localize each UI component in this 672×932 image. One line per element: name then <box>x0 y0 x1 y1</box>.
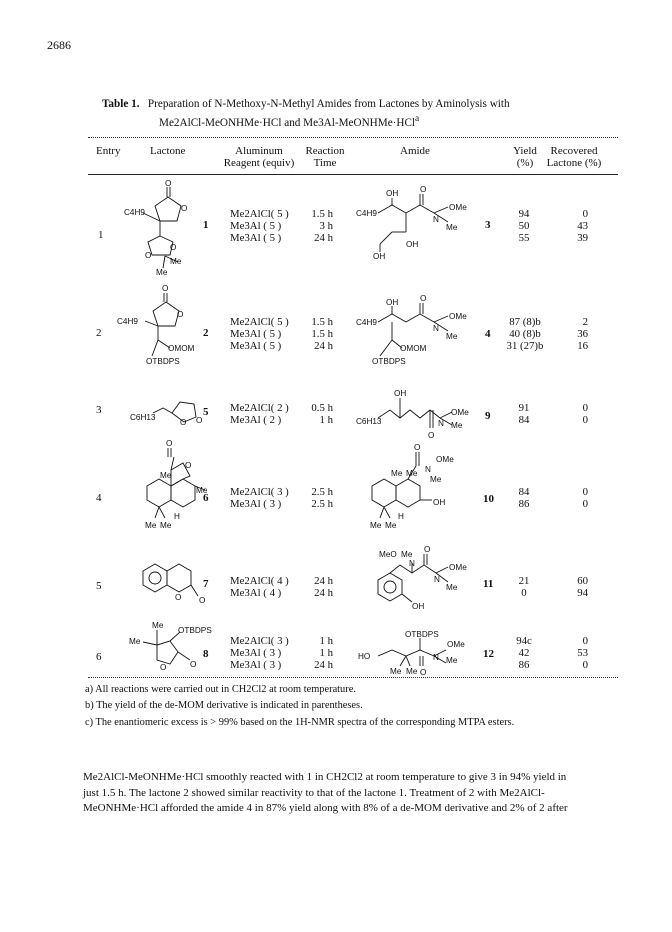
lactone-number: 6 <box>203 492 209 504</box>
recovered-value: 0 <box>582 402 588 414</box>
hexyl-label: C6H13 <box>356 417 382 426</box>
methoxy-label: OMe <box>449 563 467 572</box>
omom-label: OMOM <box>400 344 427 353</box>
yield-value: 86 <box>518 659 530 671</box>
methyl-label: Me <box>156 268 168 277</box>
entry-number: 1 <box>98 229 104 241</box>
oxygen-label: O <box>424 545 431 554</box>
amide-number: 11 <box>483 578 494 590</box>
amide-number: 9 <box>485 410 491 422</box>
recovered-value: 39 <box>577 232 588 244</box>
lactone-1-structure <box>124 179 187 277</box>
hydroxyl-label: OH <box>394 389 407 398</box>
lactone-number: 2 <box>203 327 209 339</box>
recovered-value: 2 <box>582 316 588 328</box>
methyl-label: Me <box>446 332 458 341</box>
lactone-5-structure <box>130 402 202 427</box>
methyl-label: Me <box>390 667 402 676</box>
reagent: Me3Al ( 5 ) <box>230 328 282 340</box>
hydroxyl-label: OH <box>412 602 425 611</box>
lactone-number: 8 <box>203 648 209 660</box>
butyl-label: C4H9 <box>356 209 377 218</box>
amide-12-structure <box>358 630 465 677</box>
reaction-time: 2.5 h <box>311 486 333 498</box>
methyl-label: Me <box>385 521 397 530</box>
amide-number: 10 <box>483 493 494 505</box>
butyl-label: C4H9 <box>124 208 145 217</box>
amide-3-structure <box>356 185 467 261</box>
recovered-value: 0 <box>582 414 588 426</box>
entry-number: 6 <box>96 651 102 663</box>
reagent: Me2AlCl( 4 ) <box>230 575 289 587</box>
methyl-label: Me <box>406 469 418 478</box>
entry-number: 2 <box>96 327 102 339</box>
methyl-label: Me <box>170 257 182 266</box>
caption-line-2: Me2AlCl-MeONHMe·HCl and Me3Al-MeONHMe·HCl <box>159 116 416 129</box>
butyl-label: C4H9 <box>356 318 377 327</box>
lactone-6-structure <box>145 439 208 530</box>
methyl-label: Me <box>145 521 157 530</box>
methyl-label: Me <box>430 475 442 484</box>
body-line: just 1.5 h. The lactone 2 showed similar reactivity to that of the lactone 1. Treatment of 2 with Me2AlCl- <box>83 786 545 799</box>
methoxy-label: OMe <box>449 312 467 321</box>
hydroxyl-label: OH <box>386 189 399 198</box>
header-yield-1: Yield <box>513 145 537 157</box>
hydrogen-label: H <box>398 512 404 521</box>
otbdps-label: OTBDPS <box>405 630 439 639</box>
oxygen-label: O <box>190 660 197 669</box>
amide-number: 12 <box>483 648 494 660</box>
yield-value: 31 (27)b <box>506 340 544 352</box>
reagent: Me3Al ( 2 ) <box>230 414 282 426</box>
hydroxyl-label: HO <box>358 652 371 661</box>
recovered-value: 36 <box>577 328 588 340</box>
header-amide: Amide <box>400 145 430 157</box>
reagent: Me2AlCl( 3 ) <box>230 486 289 498</box>
reaction-time: 2.5 h <box>311 498 333 510</box>
amide-9-structure <box>356 389 469 440</box>
hexyl-label: C6H13 <box>130 413 156 422</box>
methyl-label: Me <box>152 621 164 630</box>
methyl-label: Me <box>406 667 418 676</box>
lactone-7-structure <box>143 564 205 605</box>
reaction-time: 1.5 h <box>311 316 333 328</box>
nitrogen-label: N <box>433 215 439 224</box>
methoxy-label: OMe <box>436 455 454 464</box>
page-number: 2686 <box>47 38 71 52</box>
footnote-a: a) All reactions were carried out in CH2Cl2 at room temperature. <box>85 684 356 695</box>
nitrogen-label: N <box>409 559 415 568</box>
amide-11-structure <box>378 545 467 611</box>
methyl-label: Me <box>446 656 458 665</box>
yield-value: 86 <box>518 498 530 510</box>
oxygen-label: O <box>428 431 435 440</box>
lactone-number: 7 <box>203 578 209 590</box>
yield-value: 55 <box>518 232 530 244</box>
nitrogen-label: N <box>434 575 440 584</box>
entry-number: 4 <box>96 492 102 504</box>
oxygen-label: O <box>175 593 182 602</box>
recovered-value: 16 <box>577 340 588 352</box>
reaction-time: 3 h <box>319 220 333 232</box>
recovered-value: 0 <box>582 635 588 647</box>
hydroxyl-label: OH <box>373 252 386 261</box>
reagent: Me3Al ( 5 ) <box>230 340 282 352</box>
oxygen-label: O <box>196 416 203 425</box>
lactone-2-structure <box>117 284 195 366</box>
omom-label: OMOM <box>168 344 195 353</box>
butyl-label: C4H9 <box>117 317 138 326</box>
reaction-time: 1.5 h <box>311 208 333 220</box>
amide-4-structure <box>356 294 467 366</box>
oxygen-label: O <box>170 243 177 252</box>
nitrogen-label: N <box>438 419 444 428</box>
oxygen-label: O <box>145 251 152 260</box>
recovered-value: 0 <box>582 498 588 510</box>
amide-number: 4 <box>485 328 491 340</box>
body-line: MeONHMe·HCl afforded the amide 4 in 87% yield along with 8% of a de-MOM derivative and 2% of 2 after <box>83 802 568 814</box>
footnote-c: c) The enantiomeric excess is > 99% based on the 1H-NMR spectra of the corresponding MTPA esters. <box>85 717 515 728</box>
reagent: Me2AlCl( 5 ) <box>230 208 289 220</box>
body-line: Me2AlCl-MeONHMe·HCl smoothly reacted with 1 in CH2Cl2 at room temperature to give 3 in 94% yield in <box>83 771 567 783</box>
reagent: Me2AlCl( 2 ) <box>230 402 289 414</box>
methyl-label: Me <box>446 223 458 232</box>
yield-value: 87 (8)b <box>509 316 541 328</box>
methyl-label: Me <box>451 421 463 430</box>
amide-10-structure <box>370 443 454 530</box>
header-reaction-2: Time <box>313 157 337 169</box>
reagent: Me3Al ( 3 ) <box>230 498 282 510</box>
header-recovered-1: Recovered <box>550 145 598 157</box>
reagent: Me3Al ( 3 ) <box>230 659 282 671</box>
oxygen-label: O <box>162 284 169 293</box>
recovered-value: 0 <box>582 659 588 671</box>
hydroxyl-label: OH <box>386 298 399 307</box>
yield-value: 50 <box>518 220 530 232</box>
reaction-time: 0.5 h <box>311 402 333 414</box>
oxygen-label: O <box>420 668 427 677</box>
lactone-8-structure <box>129 621 212 672</box>
lactone-number: 1 <box>203 219 209 231</box>
oxygen-label: O <box>180 418 187 427</box>
oxygen-label: O <box>420 294 427 303</box>
oxygen-label: O <box>160 663 167 672</box>
header-lactone: Lactone <box>150 145 186 157</box>
entry-number: 3 <box>96 404 102 416</box>
body-paragraph <box>83 770 603 817</box>
reaction-time: 24 h <box>314 587 333 599</box>
methoxy-label: OMe <box>449 203 467 212</box>
reagent: Me2AlCl( 3 ) <box>230 635 289 647</box>
header-yield-2: (%) <box>516 157 534 169</box>
reaction-time: 24 h <box>314 659 333 671</box>
oxygen-label: O <box>414 443 421 452</box>
nitrogen-label: N <box>425 465 431 474</box>
yield-value: 84 <box>518 414 530 426</box>
yield-value: 40 (8)b <box>509 328 541 340</box>
header-recovered-2: Lactone (%) <box>546 157 602 169</box>
reaction-time: 24 h <box>314 340 333 352</box>
amide-number: 3 <box>485 219 491 231</box>
reagent: Me3Al ( 5 ) <box>230 220 282 232</box>
entry-number: 5 <box>96 580 102 592</box>
hydroxyl-label: OH <box>433 498 446 507</box>
methyl-label: Me <box>196 486 208 495</box>
yield-value: 91 <box>518 402 530 414</box>
methyl-label: Me <box>391 469 403 478</box>
oxygen-label: O <box>185 461 192 470</box>
methoxy-label: MeO <box>379 550 397 559</box>
recovered-value: 43 <box>577 220 588 232</box>
oxygen-label: O <box>420 185 427 194</box>
oxygen-label: O <box>165 179 172 188</box>
yield-value: 94c <box>516 635 532 647</box>
yield-value: 42 <box>518 647 530 659</box>
otbdps-label: OTBDPS <box>146 357 180 366</box>
methyl-label: Me <box>370 521 382 530</box>
yield-value: 84 <box>518 486 530 498</box>
recovered-value: 53 <box>577 647 588 659</box>
recovered-value: 94 <box>577 587 588 599</box>
yield-value: 94 <box>518 208 530 220</box>
oxygen-label: O <box>166 439 173 448</box>
reaction-time: 1.5 h <box>311 328 333 340</box>
reaction-time: 1 h <box>319 647 333 659</box>
reaction-time: 1 h <box>319 635 333 647</box>
oxygen-label: O <box>181 204 188 213</box>
header-aluminum-1: Aluminum <box>235 145 283 157</box>
caption-line-1: Preparation of N-Methoxy-N-Methyl Amides from Lactones by Aminolysis with <box>147 98 510 110</box>
lactone-number: 5 <box>203 406 209 418</box>
oxygen-label: O <box>199 596 206 605</box>
methyl-label: Me <box>160 471 172 480</box>
header-entry: Entry <box>96 145 121 157</box>
methoxy-label: OMe <box>451 408 469 417</box>
reaction-time: 24 h <box>314 232 333 244</box>
reaction-time: 24 h <box>314 575 333 587</box>
oxygen-label: O <box>177 310 184 319</box>
methyl-label: Me <box>129 637 141 646</box>
yield-value: 0 <box>521 587 527 599</box>
recovered-value: 60 <box>577 575 588 587</box>
reagent: Me3Al ( 5 ) <box>230 232 282 244</box>
methyl-label: Me <box>401 550 413 559</box>
reagent: Me3Al ( 3 ) <box>230 647 282 659</box>
yield-value: 21 <box>518 575 530 587</box>
header-reaction-1: Reaction <box>305 145 345 157</box>
hydroxyl-label: OH <box>406 240 419 249</box>
otbdps-label: OTBDPS <box>178 626 212 635</box>
methyl-label: Me <box>160 521 172 530</box>
recovered-value: 0 <box>582 486 588 498</box>
methyl-label: Me <box>446 583 458 592</box>
header-aluminum-2: Reagent (equiv) <box>223 157 295 169</box>
hydrogen-label: H <box>174 512 180 521</box>
caption-sup: a <box>415 114 420 124</box>
methoxy-label: OMe <box>447 640 465 649</box>
recovered-value: 0 <box>582 208 588 220</box>
reagent: Me2AlCl( 5 ) <box>230 316 289 328</box>
otbdps-label: OTBDPS <box>372 357 406 366</box>
reagent: Me3Al ( 4 ) <box>230 587 282 599</box>
reaction-time: 1 h <box>319 414 333 426</box>
nitrogen-label: N <box>433 324 439 333</box>
nitrogen-label: N <box>433 653 439 662</box>
footnote-b: b) The yield of the de-MOM derivative is indicated in parentheses. <box>85 700 363 711</box>
table-label: Table 1. <box>102 98 140 110</box>
